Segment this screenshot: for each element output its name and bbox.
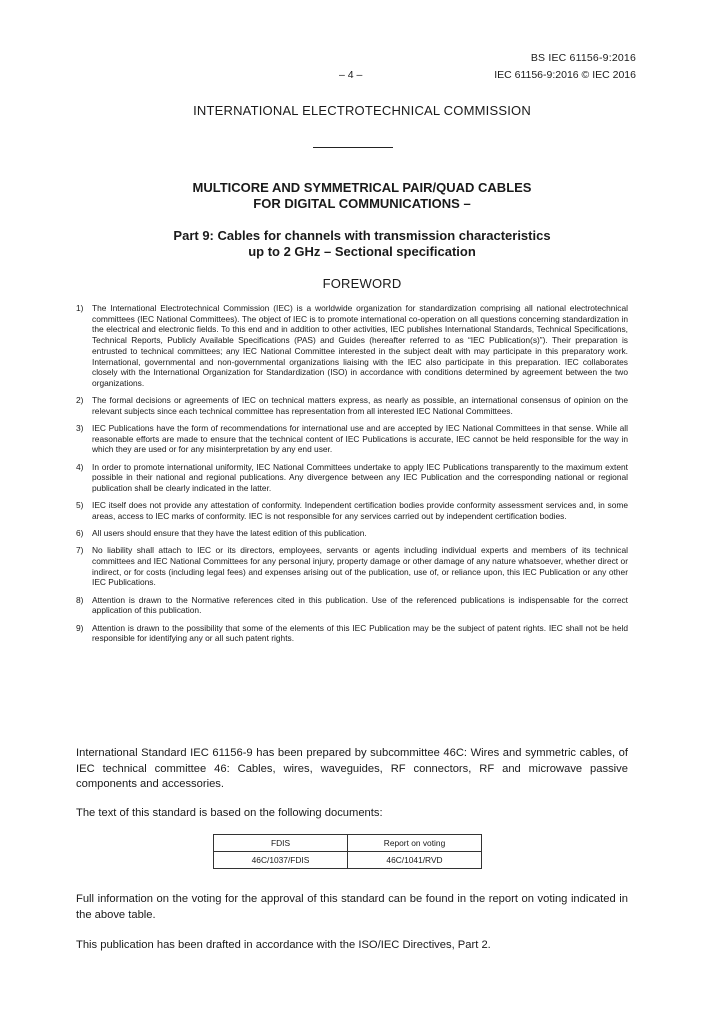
clause-number: 5): [76, 500, 84, 511]
clause-item: [76, 303, 628, 389]
clause-item: [76, 528, 628, 539]
clause-text: No liability shall attach to IEC or its directors, employees, servants or agents including individual experts and members of its technical committees and IEC National Committees for any personal injury, property damage or other damage of any nature whatsoever, whether direct or indirect, or for costs (including legal fees) and expenses arising out of the publication, use of, or reliance upon, this IEC Publication or any other IEC Publications.: [92, 545, 628, 588]
organization-name: INTERNATIONAL ELECTROTECHNICAL COMMISSION: [193, 103, 531, 118]
title-line-1: MULTICORE AND SYMMETRICAL PAIR/QUAD CABLES: [192, 180, 532, 195]
directives-paragraph: This publication has been drafted in accordance with the ISO/IEC Directives, Part 2.: [76, 939, 491, 951]
column-header-report-on-voting: Report on voting: [348, 835, 482, 852]
table-cell-rvd: 46C/1041/RVD: [348, 852, 482, 869]
clause-number: 3): [76, 423, 84, 434]
clause-text: The International Electrotechnical Commission (IEC) is a worldwide organization for standardization comprising all national electrotechnical committees (IEC National Committees). The object of IEC is to promote international co-operation on all questions concerning standardization in the electrical and electronic fields. To this end and in addition to other activities, IEC publishes International Standards, Technical Specifications, Technical Reports, Publicly Available Specifications (PAS) and Guides (hereafter referred to as “IEC Publication(s)”). Their preparation is entrusted to technical committees; any IEC National Committee interested in the subject dealt with may participate in this preparatory work. International, governmental and non-governmental organizations liaising with the IEC also participate in this preparation. IEC collaborates closely with the International Organization for Standardization (ISO) in accordance with conditions determined by agreement between the two organizations.: [92, 303, 628, 388]
table-cell-fdis: 46C/1037/FDIS: [214, 852, 348, 869]
foreword-clauses: [76, 303, 628, 650]
voting-info-paragraph: Full information on the voting for the approval of this standard can be found in the report on voting indicated in the above table.: [76, 893, 628, 921]
clause-number: 1): [76, 303, 84, 313]
clause-number: 7): [76, 545, 84, 556]
clause-number: 6): [76, 528, 84, 539]
subtitle-line-2: up to 2 GHz – Sectional specification: [248, 243, 476, 259]
clause-text: Attention is drawn to the Normative references cited in this publication. Use of the referenced publications is indispensable for the correct application of this publication.: [92, 594, 628, 616]
document-title: [0, 180, 724, 211]
subtitle-line-1: Part 9: Cables for channels with transmission characteristics: [173, 228, 551, 243]
title-divider: [313, 147, 393, 148]
clause-number: 2): [76, 395, 84, 406]
clause-item: [76, 595, 628, 616]
clause-item: [76, 623, 628, 644]
clause-item: [76, 500, 628, 521]
title-line-2: FOR DIGITAL COMMUNICATIONS –: [253, 195, 471, 211]
clause-item: [76, 545, 628, 588]
standard-id: BS IEC 61156-9:2016: [530, 52, 636, 64]
table-row: [214, 852, 482, 869]
clause-number: 4): [76, 461, 84, 472]
clause-text: IEC Publications have the form of recommendations for international use and are accepted by IEC National Committees in that sense. While all reasonable efforts are made to ensure that the technical content of IEC Publications is accurate, IEC cannot be held responsible for the way in which they are used or for any misinterpretation by any end user.: [92, 423, 628, 455]
clause-number: 8): [76, 594, 84, 605]
prepared-by-paragraph: International Standard IEC 61156-9 has been prepared by subcommittee 46C: Wires and symmetric cables, of IEC technical committee 46: Cables, wires, waveguides, RF connectors, RF and microwave passive components and accessories.: [76, 747, 628, 790]
clause-text: Attention is drawn to the possibility that some of the elements of this IEC Publication may be the subject of patent rights. IEC shall not be held responsible for identifying any or all such patent rights.: [92, 622, 628, 644]
documents-table: [213, 834, 482, 869]
column-header-fdis: FDIS: [214, 835, 348, 852]
document-subtitle: [0, 228, 724, 259]
clause-text: All users should ensure that they have the latest edition of this publication.: [92, 528, 367, 539]
clause-item: [76, 462, 628, 494]
clause-number: 9): [76, 622, 84, 633]
foreword-heading: FOREWORD: [322, 276, 402, 291]
clause-item: [76, 423, 628, 455]
clause-text: The formal decisions or agreements of IEC on technical matters express, as nearly as possible, an international consensus of opinion on the relevant subjects since each technical committee has representation from all interested IEC National Committees.: [92, 395, 628, 416]
page-number: – 4 –: [339, 69, 363, 81]
clause-item: [76, 395, 628, 416]
clause-text: In order to promote international uniformity, IEC National Committees undertake to apply IEC Publications transparently to the maximum extent possible in their national and regional publications. Any divergence between any IEC Publication and the corresponding national or regional publication shall be clearly indicated in the latter.: [92, 461, 628, 494]
copyright-line: IEC 61156-9:2016 © IEC 2016: [494, 69, 636, 81]
table-header-row: [214, 835, 482, 852]
based-on-paragraph: The text of this standard is based on the following documents:: [76, 807, 383, 819]
clause-text: IEC itself does not provide any attestation of conformity. Independent certification bodies provide conformity assessment services and, in some areas, access to IEC marks of conformity. IEC is not responsible for any services carried out by independent certification bodies.: [92, 500, 628, 521]
